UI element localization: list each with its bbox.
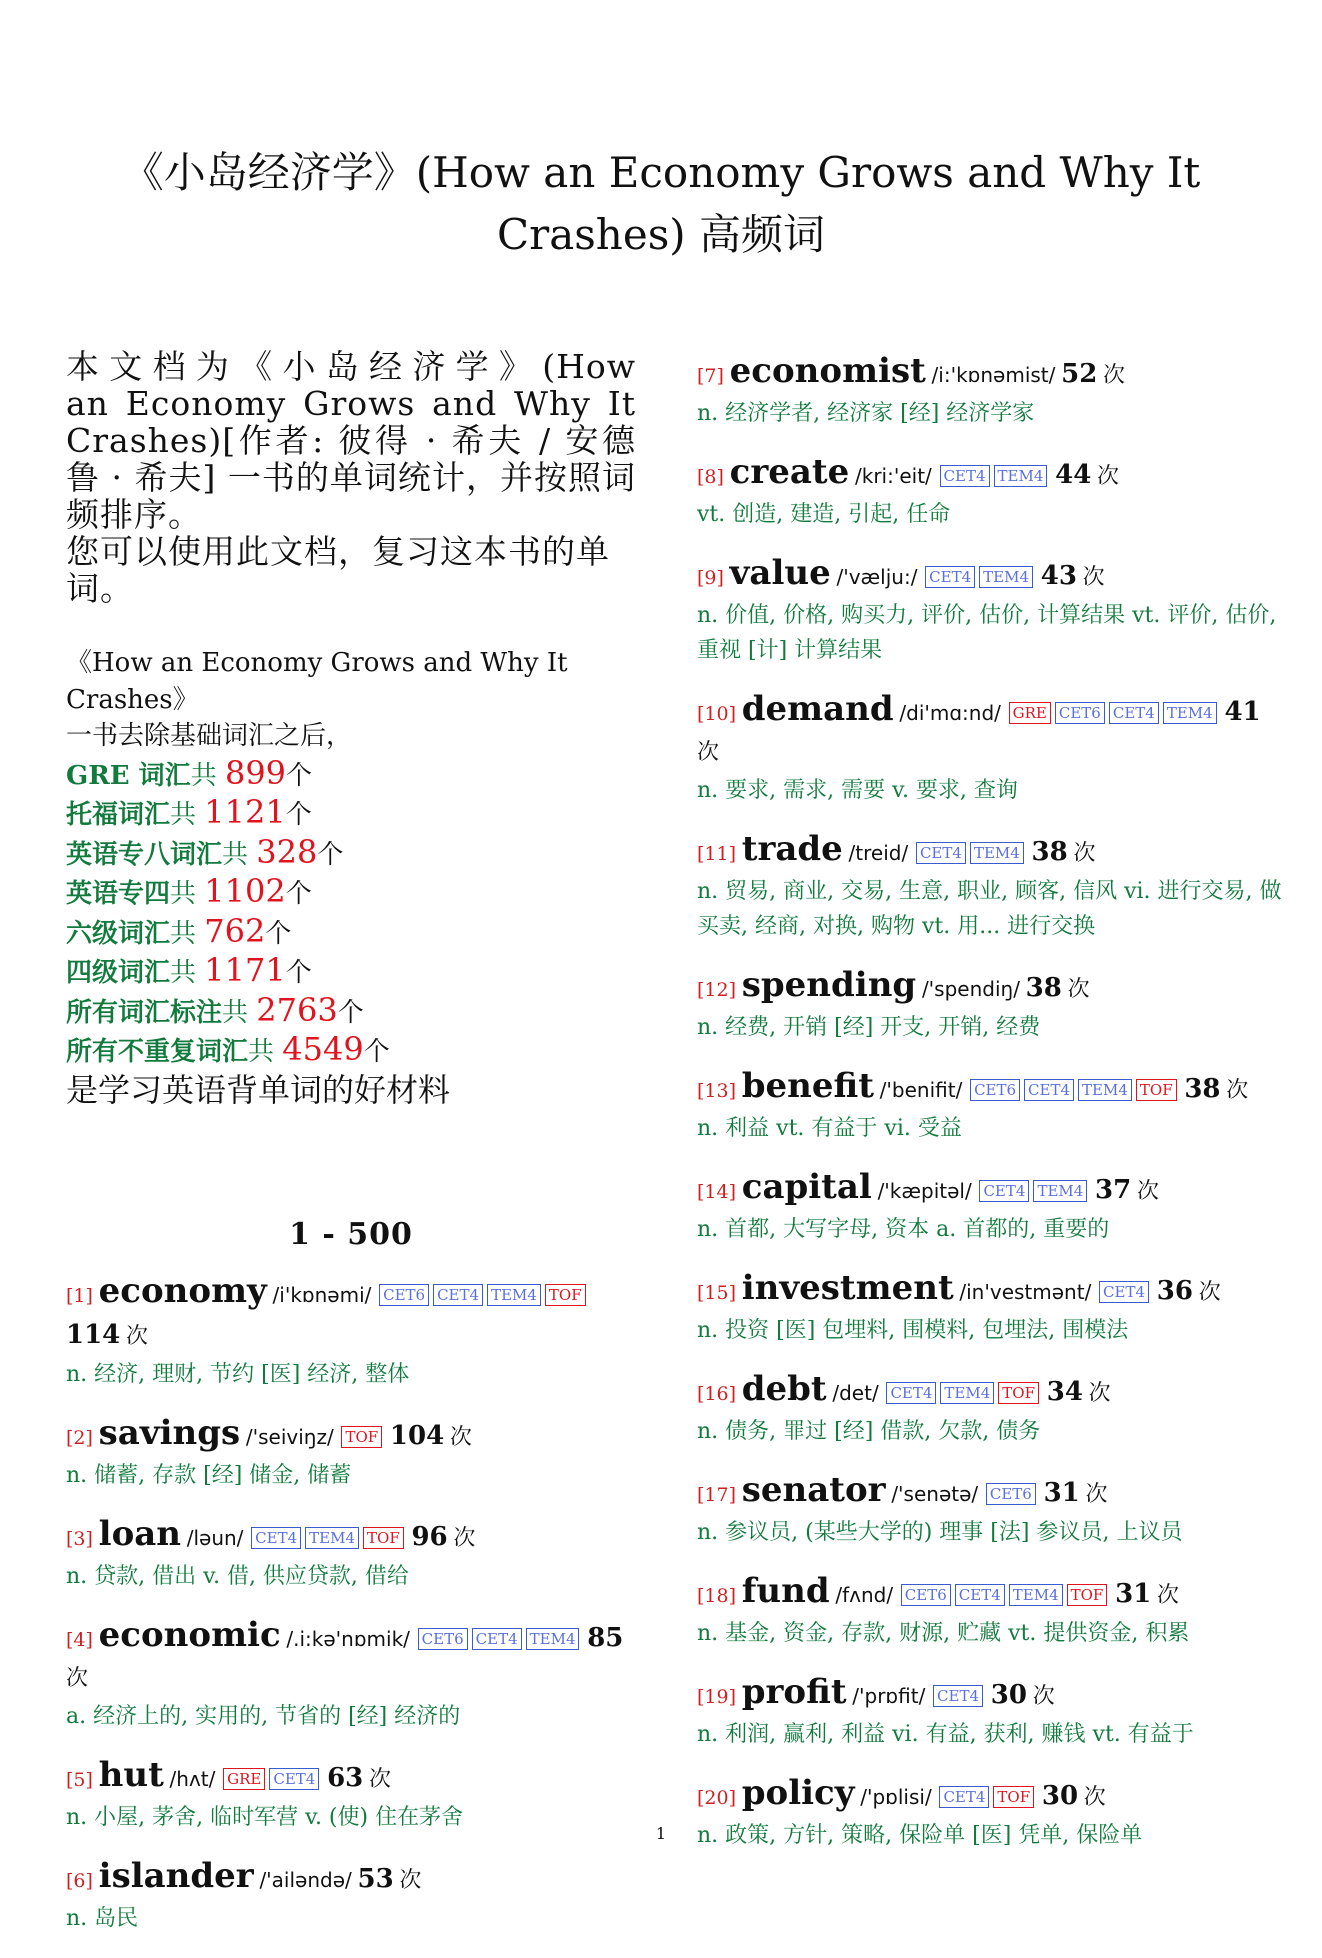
stat-label: 英语专八词汇 — [66, 839, 223, 870]
entry-phonetic: /'vælju:/ — [836, 565, 918, 589]
stat-value: 1102 — [204, 872, 286, 910]
entry-head — [697, 1168, 1287, 1212]
intro-line: Crashes)[作者: 彼得 · 希夫 / 安德 — [66, 421, 636, 460]
entry-count: 114 — [66, 1319, 121, 1350]
stat-row — [66, 992, 636, 1032]
entry-head — [697, 1572, 1287, 1616]
exam-tag: CET4 — [955, 1584, 1005, 1606]
entry-word: debt — [741, 1369, 827, 1409]
entry-word: value — [729, 553, 831, 593]
entry-head — [697, 352, 1287, 396]
exam-tag: CET6 — [379, 1284, 429, 1306]
intro-line: 您可以使用此文档，复习这本书的单 — [66, 532, 610, 571]
entry-count: 34 — [1046, 1377, 1083, 1407]
entry-word: create — [729, 452, 850, 492]
exam-tag: CET4 — [1099, 1281, 1149, 1303]
stat-unit: 个 — [317, 839, 344, 870]
exam-tag: CET6 — [970, 1079, 1020, 1101]
entry-count: 41 — [1224, 697, 1261, 727]
entry-index: [12] — [697, 979, 737, 1001]
stat-label: 托福词汇 — [66, 800, 171, 830]
entry-definition: n. 经济, 理财, 节约 [医] 经济, 整体 — [66, 1361, 410, 1387]
entry-index: [2] — [66, 1426, 93, 1449]
entry-index: [18] — [697, 1585, 737, 1607]
count-unit: 次 — [1226, 1078, 1249, 1103]
entry-phonetic: /'prɒfit/ — [852, 1684, 926, 1708]
count-unit: 次 — [1083, 1785, 1106, 1810]
stat-value: 328 — [256, 832, 318, 871]
entry-word: benefit — [741, 1066, 874, 1106]
exam-tag: GRE — [223, 1768, 265, 1790]
entry-phonetic: /.i:kə'nɒmik/ — [286, 1626, 410, 1651]
stat-value: 4549 — [282, 1030, 364, 1068]
book-line: 一书去除基础词汇之后， — [66, 721, 353, 751]
book-line: 《How an Economy Grows and Why It Crashes》 — [66, 648, 568, 715]
entry-count: 30 — [990, 1680, 1027, 1710]
entry-phonetic: /ləun/ — [186, 1525, 244, 1550]
entry-index: [20] — [697, 1787, 737, 1809]
stat-value: 762 — [204, 911, 266, 950]
stat-label: GRE 词汇 — [66, 760, 191, 791]
stat-label: 所有词汇标注 — [66, 997, 223, 1028]
intro-line: 本文档为《小岛经济学》(How — [66, 347, 636, 386]
word-entry — [697, 1067, 1287, 1146]
exam-tag: CET4 — [1024, 1079, 1074, 1101]
entry-count: 38 — [1184, 1074, 1221, 1104]
word-entry — [66, 1756, 636, 1835]
entry-count: 63 — [327, 1762, 364, 1793]
left-column — [66, 348, 636, 1958]
entry-index: [4] — [66, 1628, 93, 1651]
exam-tag: CET6 — [986, 1483, 1036, 1505]
entry-word: economic — [98, 1614, 281, 1655]
entry-count: 36 — [1156, 1276, 1193, 1306]
exam-tag: CET6 — [418, 1628, 468, 1650]
page-number: 1 — [655, 1824, 667, 1843]
entry-word: economy — [98, 1270, 267, 1311]
word-entry — [66, 1857, 636, 1936]
exam-tag: CET4 — [472, 1628, 522, 1650]
exam-tag: TEM4 — [1078, 1079, 1132, 1101]
word-entry — [66, 1515, 636, 1594]
entry-count: 96 — [411, 1521, 448, 1552]
word-entry — [697, 1269, 1287, 1348]
stat-row — [66, 834, 636, 874]
stat-value: 1121 — [204, 793, 286, 831]
entry-word: loan — [98, 1513, 181, 1554]
entry-count: 38 — [1031, 837, 1068, 867]
entry-head — [697, 1471, 1287, 1515]
intro-line: 鲁 · 希夫] 一书的单词统计，并按照词 — [66, 458, 636, 497]
entry-head — [66, 1414, 636, 1458]
exam-tag: TEM4 — [994, 465, 1048, 487]
entry-head — [697, 1370, 1287, 1414]
count-unit: 次 — [1157, 1583, 1180, 1608]
stat-unit: 个 — [285, 800, 312, 830]
word-entry — [697, 352, 1287, 431]
stat-label: 英语专四 — [66, 879, 171, 909]
entry-index: [13] — [697, 1080, 737, 1102]
count-unit: 次 — [1097, 464, 1120, 489]
entry-definition: n. 小屋, 茅舍, 临时军营 v. (使) 住在茅舍 — [66, 1804, 464, 1830]
count-unit: 次 — [399, 1867, 422, 1893]
exam-tag: GRE — [1009, 702, 1051, 724]
exam-tag: CET6 — [901, 1584, 951, 1606]
entry-head — [697, 1269, 1287, 1313]
count-unit: 次 — [1073, 841, 1096, 866]
exam-tag: TEM4 — [970, 842, 1024, 864]
entry-definition: n. 价值, 价格, 购买力, 评价, 估价, 计算结果 vt. 评价, 估价, 重视 [计] 计算结果 — [697, 603, 1277, 663]
entry-definition: n. 首都, 大写字母, 资本 a. 首都的, 重要的 — [697, 1217, 1110, 1242]
count-unit: 次 — [449, 1424, 472, 1450]
exam-tag: CET4 — [925, 566, 975, 588]
entry-count: 43 — [1040, 561, 1077, 591]
entry-index: [3] — [66, 1527, 93, 1550]
entry-index: [16] — [697, 1383, 737, 1405]
count-unit: 次 — [1198, 1280, 1221, 1305]
word-entry — [697, 1471, 1287, 1550]
entry-index: [15] — [697, 1282, 737, 1304]
stat-label: 六级词汇 — [66, 918, 171, 949]
entry-count: 38 — [1025, 973, 1062, 1003]
entry-word: trade — [741, 829, 843, 869]
exam-tag: CET4 — [939, 1786, 989, 1808]
word-entry — [697, 554, 1287, 668]
entry-definition: a. 经济上的, 实用的, 节省的 [经] 经济的 — [66, 1703, 461, 1729]
stat-row — [66, 755, 636, 795]
count-unit: 次 — [126, 1323, 149, 1349]
exam-tag: TEM4 — [979, 566, 1033, 588]
entry-word: spending — [741, 965, 917, 1005]
stat-mid: 共 — [222, 997, 257, 1028]
word-entry — [66, 1272, 636, 1392]
entry-definition: n. 利润, 赢利, 利益 vi. 有益, 获利, 赚钱 vt. 有益于 — [697, 1722, 1194, 1747]
count-unit: 次 — [1082, 565, 1105, 590]
word-entry — [697, 690, 1287, 808]
entry-count: 52 — [1061, 359, 1098, 389]
entry-head — [66, 1515, 636, 1559]
page-title: 《小岛经济学》(How an Economy Grows and Why It Crashes) 高频词 — [121, 148, 1201, 259]
exam-tag: CET4 — [979, 1180, 1029, 1202]
entry-head — [697, 690, 1287, 773]
entry-index: [1] — [66, 1284, 93, 1307]
entry-head — [697, 453, 1287, 497]
entry-definition: n. 债务, 罪过 [经] 借款, 欠款, 债务 — [697, 1419, 1041, 1444]
entry-definition: n. 利益 vt. 有益于 vi. 受益 — [697, 1116, 962, 1141]
entry-definition: n. 储蓄, 存款 [经] 储金, 储蓄 — [66, 1462, 352, 1488]
word-entry — [697, 453, 1287, 532]
entry-phonetic: /'senətə/ — [891, 1482, 979, 1506]
entry-count: 37 — [1095, 1175, 1132, 1205]
entry-head — [66, 1857, 636, 1901]
vocabulary-stats — [66, 645, 636, 1109]
exam-tag: TEM4 — [1163, 702, 1217, 724]
stat-row — [66, 873, 636, 913]
stat-mid: 共 — [170, 800, 205, 830]
entry-phonetic: /'spendiŋ/ — [921, 977, 1020, 1001]
entry-index: [6] — [66, 1869, 93, 1892]
exam-tag: TEM4 — [1009, 1584, 1063, 1606]
stat-value: 1171 — [204, 951, 286, 989]
exam-tag: CET6 — [1055, 702, 1105, 724]
entry-definition: vt. 创造, 建造, 引起, 任命 — [697, 502, 951, 527]
entry-index: [5] — [66, 1768, 93, 1791]
count-unit: 次 — [369, 1766, 392, 1792]
stat-label: 所有不重复词汇 — [66, 1037, 249, 1067]
intro-line: an Economy Grows and Why It — [66, 384, 636, 423]
entry-phonetic: /in'vestmənt/ — [959, 1280, 1092, 1304]
entry-word: policy — [741, 1773, 855, 1813]
word-entry — [697, 1572, 1287, 1651]
exam-tag: CET4 — [940, 465, 990, 487]
entry-phonetic: /hʌt/ — [169, 1766, 216, 1791]
entry-count: 31 — [1115, 1579, 1152, 1609]
stat-row — [66, 952, 636, 992]
entry-phonetic: /i:'kɒnəmist/ — [931, 363, 1056, 387]
entry-phonetic: /i'kɒnəmi/ — [272, 1282, 372, 1307]
entry-word: senator — [741, 1470, 886, 1510]
entry-index: [11] — [697, 843, 737, 865]
exam-tag: CET4 — [433, 1284, 483, 1306]
stat-row — [66, 1031, 636, 1071]
entry-list-right — [697, 352, 1287, 1875]
count-unit: 次 — [66, 1665, 89, 1691]
entry-phonetic: /'seiviŋz/ — [245, 1424, 334, 1449]
entry-head — [697, 1673, 1287, 1717]
entry-word: islander — [98, 1855, 254, 1896]
exam-tag: TOF — [993, 1786, 1034, 1808]
entry-word: savings — [98, 1412, 241, 1453]
intro-paragraph — [66, 348, 636, 533]
entry-definition: n. 基金, 资金, 存款, 财源, 贮藏 vt. 提供资金, 积累 — [697, 1621, 1190, 1646]
stat-value: 2763 — [256, 990, 338, 1029]
stat-unit: 个 — [363, 1037, 390, 1067]
entry-word: capital — [741, 1167, 872, 1207]
entry-phonetic: /fʌnd/ — [835, 1583, 894, 1607]
word-entry — [697, 966, 1287, 1045]
stat-mid: 共 — [248, 1037, 283, 1067]
stat-mid: 共 — [170, 958, 205, 988]
entry-definition: n. 投资 [医] 包埋料, 围模料, 包埋法, 围模法 — [697, 1318, 1129, 1343]
word-entry — [697, 1168, 1287, 1247]
range-heading: 1 - 500 — [289, 1216, 413, 1252]
exam-tag: TOF — [341, 1426, 382, 1448]
exam-tag: TOF — [363, 1527, 404, 1549]
count-unit: 次 — [1085, 1482, 1108, 1507]
entry-count: 44 — [1055, 460, 1092, 490]
exam-tag: TOF — [545, 1284, 586, 1306]
stat-row — [66, 794, 636, 834]
entry-index: [10] — [697, 703, 737, 725]
entry-index: [19] — [697, 1686, 737, 1708]
exam-tag: TOF — [998, 1382, 1039, 1404]
entry-head — [697, 1774, 1287, 1818]
exam-tag: CET4 — [886, 1382, 936, 1404]
stat-mid: 共 — [170, 879, 205, 909]
entry-index: [14] — [697, 1181, 737, 1203]
intro-line: 频排序。 — [66, 495, 202, 534]
entry-head — [697, 1067, 1287, 1111]
entry-phonetic: /'benifit/ — [879, 1078, 963, 1102]
entry-phonetic: /kri:'eit/ — [855, 464, 932, 488]
entry-phonetic: /'kæpitəl/ — [877, 1179, 972, 1203]
exam-tag: TOF — [1136, 1079, 1177, 1101]
entry-count: 85 — [587, 1622, 624, 1653]
count-unit: 次 — [453, 1525, 476, 1551]
stat-label: 四级词汇 — [66, 958, 171, 988]
word-entry — [697, 830, 1287, 944]
entry-definition: n. 经费, 开销 [经] 开支, 开销, 经费 — [697, 1015, 1041, 1040]
stat-unit: 个 — [285, 879, 312, 909]
entry-index: [9] — [697, 567, 724, 589]
entry-index: [17] — [697, 1484, 737, 1506]
stat-value: 899 — [224, 753, 287, 792]
word-entry — [66, 1414, 636, 1493]
stat-unit: 个 — [285, 958, 312, 988]
exam-tag: TEM4 — [1033, 1180, 1087, 1202]
entry-head — [66, 1272, 636, 1357]
entry-index: [7] — [697, 365, 724, 387]
exam-tag: CET4 — [1109, 702, 1159, 724]
entry-definition: n. 贷款, 借出 v. 借, 供应贷款, 借给 — [66, 1563, 409, 1589]
entry-phonetic: /det/ — [832, 1381, 879, 1405]
exam-tag: CET4 — [933, 1685, 983, 1707]
entry-index: [8] — [697, 466, 724, 488]
exam-tag: TEM4 — [526, 1628, 580, 1650]
entry-phonetic: /'ailəndə/ — [259, 1867, 352, 1892]
stat-row — [66, 913, 636, 953]
count-unit: 次 — [1067, 977, 1090, 1002]
intro-line: 词。 — [66, 569, 134, 608]
word-entry — [697, 1673, 1287, 1752]
stat-unit: 个 — [337, 997, 364, 1028]
count-unit: 次 — [1032, 1684, 1055, 1709]
entry-phonetic: /'pɒlisi/ — [860, 1785, 932, 1809]
entry-definition: n. 岛民 — [66, 1905, 139, 1931]
entry-word: hut — [98, 1754, 164, 1795]
entry-head — [697, 554, 1287, 598]
entry-definition: n. 政策, 方针, 策略, 保险单 [医] 凭单, 保险单 — [697, 1823, 1143, 1848]
stat-mid: 共 — [222, 839, 257, 870]
entry-count: 31 — [1043, 1478, 1080, 1508]
stat-unit: 个 — [286, 760, 313, 791]
word-entry — [66, 1616, 636, 1734]
exam-tag: TEM4 — [305, 1527, 359, 1549]
entry-definition: n. 贸易, 商业, 交易, 生意, 职业, 顾客, 信风 vi. 进行交易, 做买卖, 经商, 对换, 购物 vt. 用... 进行交换 — [697, 879, 1282, 939]
entry-word: fund — [741, 1571, 830, 1611]
entry-definition: n. 参议员, (某些大学的) 理事 [法] 参议员, 上议员 — [697, 1520, 1183, 1545]
entry-head — [697, 966, 1287, 1010]
exam-tag: TEM4 — [940, 1382, 994, 1404]
count-unit: 次 — [1103, 363, 1126, 388]
entry-word: economist — [729, 351, 926, 391]
exam-tag: TOF — [1067, 1584, 1108, 1606]
entry-word: profit — [741, 1672, 847, 1712]
word-entry — [697, 1370, 1287, 1449]
stat-mid: 共 — [170, 918, 205, 949]
exam-tag: CET4 — [916, 842, 966, 864]
intro-paragraph-2 — [66, 533, 636, 607]
entry-head — [66, 1616, 636, 1699]
exam-tag: TEM4 — [487, 1284, 541, 1306]
count-unit: 次 — [1136, 1179, 1159, 1204]
entry-definition: n. 经济学者, 经济家 [经] 经济学家 — [697, 401, 1035, 426]
exam-tag: CET4 — [269, 1768, 319, 1790]
stat-unit: 个 — [265, 918, 292, 949]
entry-count: 104 — [389, 1420, 445, 1451]
entry-word: demand — [741, 689, 894, 729]
count-unit: 次 — [697, 740, 720, 765]
entry-definition: n. 要求, 需求, 需要 v. 要求, 查询 — [697, 778, 1018, 803]
exam-tag: CET4 — [251, 1527, 301, 1549]
entry-head — [66, 1756, 636, 1800]
stats-closing: 是学习英语背单词的好材料 — [66, 1070, 451, 1109]
entry-word: investment — [741, 1268, 954, 1308]
count-unit: 次 — [1088, 1381, 1111, 1406]
entry-count: 53 — [357, 1863, 394, 1894]
entry-phonetic: /treid/ — [848, 841, 909, 865]
stat-mid: 共 — [190, 760, 225, 791]
entry-head — [697, 830, 1287, 874]
entry-phonetic: /di'mɑ:nd/ — [899, 701, 1001, 725]
entry-count: 30 — [1041, 1781, 1079, 1811]
